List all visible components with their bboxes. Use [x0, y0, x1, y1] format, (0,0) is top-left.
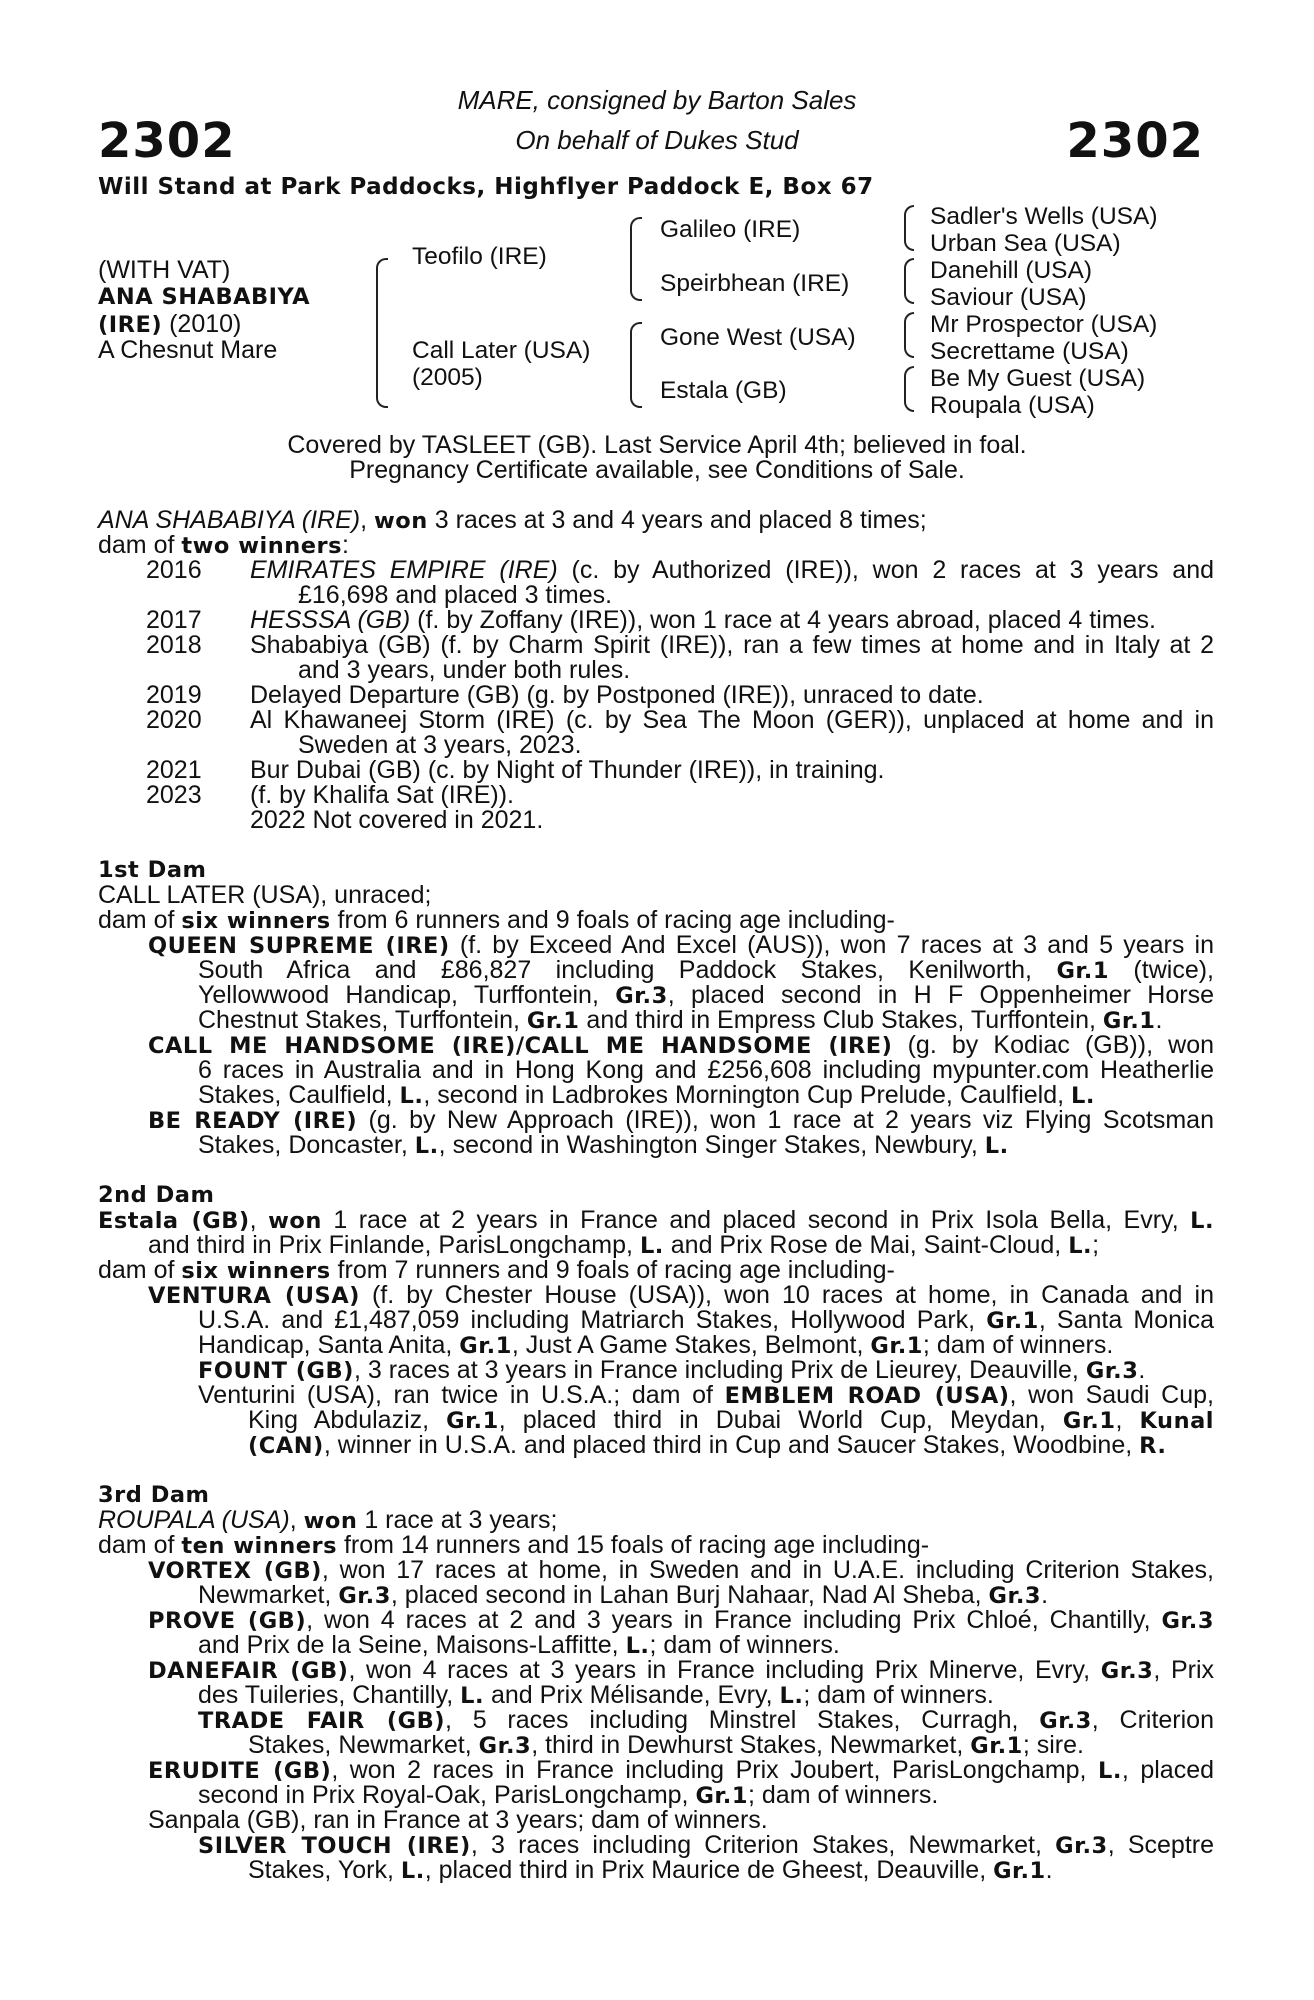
- text: and third in Prix Finlande, ParisLongchamp,: [148, 1231, 640, 1259]
- dam-of-label: dam of: [98, 1256, 182, 1284]
- text: ; dam of winners.: [649, 1631, 840, 1659]
- consigned-line: MARE, consigned by Barton Sales: [457, 85, 857, 115]
- grade: L.: [639, 1233, 664, 1259]
- text: ;: [1092, 1231, 1100, 1259]
- emblem-road-name: EMBLEM ROAD (USA): [724, 1383, 1010, 1409]
- produce-year: 2018: [146, 631, 202, 659]
- produce-cont: Sweden at 3 years, 2023.: [298, 731, 582, 759]
- produce-text: [250, 558, 1214, 583]
- grade: Gr.1: [870, 1333, 923, 1359]
- produce-year: 2016: [146, 556, 202, 584]
- grade: Gr.3: [1161, 1608, 1215, 1634]
- text: , placed third in Dubai World Cup, Meydan,: [498, 1406, 1063, 1434]
- text: South Africa and £86,827 including Paddock Stakes, Kenilworth,: [198, 956, 1057, 984]
- pedigree-g3: Danehill (USA): [930, 257, 1093, 284]
- summary-rest: from 14 runners and 15 foals of racing age including-: [337, 1531, 930, 1559]
- grade: L.: [460, 1683, 485, 1709]
- behalf-line: On behalf of Dukes Stud: [515, 125, 799, 155]
- grade: Gr.3: [988, 1583, 1042, 1609]
- not-covered-note: 2022 Not covered in 2021.: [250, 806, 544, 834]
- text: , 3 races at 3 years in France including Prix de Lieurey, Deauville,: [353, 1356, 1086, 1384]
- grade: Gr.1: [986, 1308, 1039, 1334]
- produce-text: (f. by Khalifa Sat (IRE)).: [250, 781, 514, 809]
- produce-text: Al Khawaneej Storm (IRE) (c. by Sea The Moon (GER)), unplaced at home and in: [250, 706, 1214, 734]
- roupala-name: ROUPALA (USA): [98, 1506, 290, 1534]
- text: .: [1155, 1006, 1163, 1034]
- call-me-handsome-name: CALL ME HANDSOME (IRE)/CALL ME HANDSOME (IRE): [148, 1033, 893, 1059]
- text: and Prix Rose de Mai, Saint-Cloud,: [663, 1231, 1069, 1259]
- prove-name: PROVE (GB): [148, 1608, 307, 1634]
- text: Stakes, Doncaster,: [198, 1131, 415, 1159]
- danefair-name: DANEFAIR (GB): [148, 1658, 349, 1684]
- text: ,: [289, 1506, 304, 1534]
- grade: Gr.1: [695, 1783, 749, 1809]
- stand-location: Will Stand at Park Paddocks, Highflyer Paddock E, Box 67: [98, 174, 874, 200]
- grade: Gr.1: [446, 1408, 499, 1434]
- pedigree-g7: Be My Guest (USA): [930, 365, 1146, 392]
- text: (twice),: [1109, 956, 1214, 984]
- produce-text: [250, 608, 1214, 633]
- text: , placed second in Lahan Burj Nahaar, Nad Al Sheba,: [390, 1581, 989, 1609]
- text: Venturini (USA), ran twice in U.S.A.; dam of: [198, 1381, 725, 1409]
- grade: L.: [400, 1858, 425, 1884]
- text: , placed third in Prix Maurice de Gheest, Deauville,: [424, 1856, 994, 1884]
- won-label: won: [303, 1508, 358, 1534]
- produce-intro-rest: 3 races at 3 and 4 years and placed 8 times;: [427, 506, 927, 534]
- produce-intro: ANA SHABABIYA (IRE), won 3 races at 3 and 4 years and placed 8 times;: [98, 506, 927, 534]
- sanpala-line: Sanpala (GB), ran in France at 3 years; dam of winners.: [148, 1806, 768, 1834]
- text: , won 4 races at 2 and 3 years in France including Prix Chloé, Chantilly,: [306, 1606, 1162, 1634]
- grade: Gr.3: [615, 983, 668, 1009]
- horse-name-suffix: [98, 312, 241, 338]
- grade: Gr.3: [1085, 1358, 1139, 1384]
- text: (f. by Exceed And Excel (AUS)), won 7 races at 3 and 5 years in: [449, 931, 1214, 959]
- lot-number-left: 2302: [98, 113, 236, 169]
- produce-cont: £16,698 and placed 3 times.: [298, 581, 613, 609]
- pedigree-g5: Mr Prospector (USA): [930, 311, 1158, 338]
- text: and Prix de la Seine, Maisons-Laffitte,: [198, 1631, 626, 1659]
- text: , won 17 races at home, in Sweden and in U.A.E. including Criterion Stakes,: [321, 1556, 1214, 1584]
- two-winners: two winners: [181, 533, 342, 559]
- horse-country: (IRE): [98, 312, 163, 338]
- grade: Gr.1: [970, 1733, 1023, 1759]
- covered-line-2: Pregnancy Certificate available, see Conditions of Sale.: [349, 456, 965, 484]
- pedigree-dam: Call Later (USA): [412, 337, 591, 364]
- covered-line-1: Covered by TASLEET (GB). Last Service April 4th; believed in foal.: [287, 431, 1027, 459]
- six-winners: six winners: [181, 908, 331, 934]
- pedigree-dam-sire: Gone West (USA): [660, 324, 856, 351]
- call-me-handsome-line-2: 6 races in Australia and in Hong Kong and £256,608 including mypunter.com Heatherlie: [198, 1056, 1214, 1084]
- six-winners: six winners: [181, 1258, 331, 1284]
- grade: R.: [1139, 1433, 1167, 1459]
- estala-name: Estala (GB): [98, 1208, 250, 1234]
- second-dam-heading: 2nd Dam: [98, 1182, 215, 1208]
- text: ; dam of winners.: [803, 1681, 994, 1709]
- be-ready-name: BE READY (IRE): [148, 1108, 358, 1134]
- horse-description: A Chesnut Mare: [98, 336, 278, 364]
- grade: Gr.1: [993, 1858, 1046, 1884]
- text: Stakes, Caulfield,: [198, 1081, 400, 1109]
- pedigree-dam-year: (2005): [412, 364, 483, 391]
- text: Stakes, York,: [248, 1856, 401, 1884]
- produce-year: 2017: [146, 606, 202, 634]
- text: , 3 races including Criterion Stakes, Newmarket,: [470, 1831, 1056, 1859]
- pedigree-brace-g1: [904, 205, 914, 251]
- be-ready-line-2: [198, 1133, 1214, 1159]
- trade-fair-name: TRADE FAIR (GB): [198, 1708, 446, 1734]
- produce-name: EMIRATES EMPIRE (IRE): [250, 556, 558, 584]
- grade: Gr.3: [1055, 1833, 1108, 1859]
- grade: Gr.1: [526, 1008, 580, 1034]
- grade: L.: [1098, 1758, 1122, 1784]
- vortex-name: VORTEX (GB): [148, 1558, 322, 1584]
- grade: L.: [1190, 1208, 1215, 1234]
- grade: L.: [625, 1633, 650, 1659]
- colon: :: [342, 531, 349, 559]
- pedigree-brace-g2: [904, 258, 914, 304]
- erudite-name: ERUDITE (GB): [148, 1758, 332, 1784]
- text: .: [1045, 1856, 1053, 1884]
- text: , second in Ladbrokes Mornington Cup Prelude, Caulfield,: [423, 1081, 1071, 1109]
- text: ; dam of winners.: [922, 1331, 1114, 1359]
- text: ; dam of winners.: [748, 1781, 939, 1809]
- produce-year: 2023: [146, 781, 202, 809]
- text: , 5 races including Minstrel Stakes, Curragh,: [445, 1706, 1040, 1734]
- text: Chestnut Stakes, Turffontein,: [198, 1006, 527, 1034]
- produce-detail: (f. by Zoffany (IRE)), won 1 race at 4 years abroad, placed 4 times.: [410, 606, 1156, 634]
- text: , Sceptre: [1107, 1831, 1214, 1859]
- summary-rest: from 7 runners and 9 foals of racing age including-: [330, 1256, 895, 1284]
- grade: Gr.1: [1062, 1408, 1116, 1434]
- text: , Just A Game Stakes, Belmont,: [511, 1331, 871, 1359]
- pedigree-brace-main: [376, 258, 388, 408]
- pedigree-sire-sire: Galileo (IRE): [660, 216, 801, 243]
- text: ,: [1115, 1406, 1140, 1434]
- summary-rest: from 6 runners and 9 foals of racing age including-: [330, 906, 895, 934]
- produce-text: Delayed Departure (GB) (g. by Postponed (IRE)), unraced to date.: [250, 681, 984, 709]
- grade: L.: [779, 1683, 804, 1709]
- fount-name: FOUNT (GB): [198, 1358, 354, 1384]
- text: , Santa Monica: [1038, 1306, 1214, 1334]
- horse-name: ANA SHABABIYA: [98, 284, 311, 310]
- pedigree-sire: Teofilo (IRE): [412, 243, 547, 270]
- text: , Criterion: [1091, 1706, 1214, 1734]
- produce-name: HESSSA (GB): [250, 606, 411, 634]
- text: , won Saudi Cup,: [1009, 1381, 1214, 1409]
- text: Handicap, Santa Anita,: [198, 1331, 460, 1359]
- text: Newmarket,: [198, 1581, 339, 1609]
- venturini-line-3: [248, 1433, 1214, 1459]
- text: ,: [249, 1206, 269, 1234]
- pedigree-dam-dam: Estala (GB): [660, 377, 787, 404]
- text: Yellowwood Handicap, Turffontein,: [198, 981, 616, 1009]
- grade: L.: [1071, 1083, 1095, 1109]
- produce-year: 2019: [146, 681, 202, 709]
- text: (f. by Chester House (USA)), won 10 races at home, in Canada and in: [359, 1281, 1214, 1309]
- grade: Gr.1: [459, 1333, 512, 1359]
- ten-winners: ten winners: [181, 1533, 338, 1559]
- grade: Gr.3: [1100, 1658, 1154, 1684]
- pedigree-g2: Urban Sea (USA): [930, 230, 1121, 257]
- silver-touch-name: SILVER TOUCH (IRE): [198, 1833, 471, 1859]
- first-dam-line: CALL LATER (USA), unraced;: [98, 881, 432, 909]
- first-dam-heading: 1st Dam: [98, 857, 207, 883]
- pedigree-brace-g3: [904, 312, 914, 358]
- text: , winner in U.S.A. and placed third in Cup and Saucer Stakes, Woodbine,: [323, 1431, 1140, 1459]
- won-label: won: [374, 508, 428, 534]
- text: U.S.A. and £1,487,059 including Matriarch Stakes, Hollywood Park,: [198, 1306, 987, 1334]
- text: Stakes, Newmarket,: [248, 1731, 479, 1759]
- silver-touch-line-2: [248, 1858, 1214, 1884]
- produce-year: 2021: [146, 756, 202, 784]
- text: second in Prix Royal-Oak, ParisLongchamp,: [198, 1781, 696, 1809]
- dam-of-label: dam of: [98, 531, 182, 559]
- text: , won 2 races in France including Prix Joubert, ParisLongchamp,: [331, 1756, 1098, 1784]
- kunal-name: Kunal: [1139, 1408, 1214, 1434]
- pedigree-brace-g4: [904, 366, 914, 412]
- produce-cont: and 3 years, under both rules.: [298, 656, 631, 684]
- text: ; sire.: [1022, 1731, 1084, 1759]
- produce-year: 2020: [146, 706, 202, 734]
- pedigree-g1: Sadler's Wells (USA): [930, 203, 1158, 230]
- grade: Gr.3: [338, 1583, 391, 1609]
- ventura-name: VENTURA (USA): [148, 1283, 360, 1309]
- text: des Tuileries, Chantilly,: [198, 1681, 461, 1709]
- pedigree-g8: Roupala (USA): [930, 392, 1095, 419]
- grade: Gr.1: [1102, 1008, 1156, 1034]
- text: 1 race at 2 years in France and placed second in Prix Isola Bella, Evry,: [321, 1206, 1191, 1234]
- grade: L.: [984, 1133, 1009, 1159]
- text: , second in Washington Singer Stakes, Newbury,: [438, 1131, 985, 1159]
- queen-supreme-name: QUEEN SUPREME (IRE): [148, 933, 450, 959]
- grade: Gr.3: [1039, 1708, 1092, 1734]
- text: , won 4 races at 3 years in France including Prix Minerve, Evry,: [348, 1656, 1101, 1684]
- grade: L.: [399, 1083, 424, 1109]
- pedigree-sire-dam: Speirbhean (IRE): [660, 270, 850, 297]
- kunal-country: (CAN): [248, 1433, 324, 1459]
- third-dam-heading: 3rd Dam: [98, 1482, 210, 1508]
- text: .: [1138, 1356, 1146, 1384]
- text: and Prix Mélisande, Evry,: [484, 1681, 780, 1709]
- mare-name: ANA SHABABIYA (IRE): [98, 506, 361, 534]
- won-label: won: [268, 1208, 322, 1234]
- grade: L.: [414, 1133, 439, 1159]
- produce-detail: (c. by Authorized (IRE)), won 2 races at 3 years and: [557, 556, 1214, 584]
- grade: L.: [1068, 1233, 1093, 1259]
- lot-number-right: 2302: [1066, 113, 1204, 169]
- dam-of-label: dam of: [98, 906, 182, 934]
- text: 1 race at 3 years;: [357, 1506, 558, 1534]
- text: .: [1041, 1581, 1049, 1609]
- dam-of-label: dam of: [98, 1531, 182, 1559]
- grade: Gr.3: [478, 1733, 532, 1759]
- text: (g. by New Approach (IRE)), won 1 race at 2 years viz Flying Scotsman: [357, 1106, 1214, 1134]
- grade: Gr.1: [1056, 958, 1109, 984]
- horse-year: (2010): [162, 310, 242, 338]
- text: King Abdulaziz,: [248, 1406, 447, 1434]
- produce-text: Bur Dubai (GB) (c. by Night of Thunder (IRE)), in training.: [250, 756, 885, 784]
- pedigree-brace-sire: [630, 217, 642, 301]
- pedigree-g4: Saviour (USA): [930, 284, 1087, 311]
- pedigree-g6: Secrettame (USA): [930, 338, 1129, 365]
- text: , placed: [1121, 1756, 1215, 1784]
- text: , third in Dewhurst Stakes, Newmarket,: [531, 1731, 971, 1759]
- text: and third in Empress Club Stakes, Turffontein,: [579, 1006, 1103, 1034]
- produce-text: Shababiya (GB) (f. by Charm Spirit (IRE)), ran a few times at home and in Italy at 2: [250, 631, 1214, 659]
- vat-label: (WITH VAT): [98, 256, 231, 284]
- text: (g. by Kodiac (GB)), won: [892, 1031, 1215, 1059]
- text: , Prix: [1153, 1656, 1214, 1684]
- text: , placed second in H F Oppenheimer Horse: [667, 981, 1214, 1009]
- pedigree-brace-dam: [630, 322, 642, 408]
